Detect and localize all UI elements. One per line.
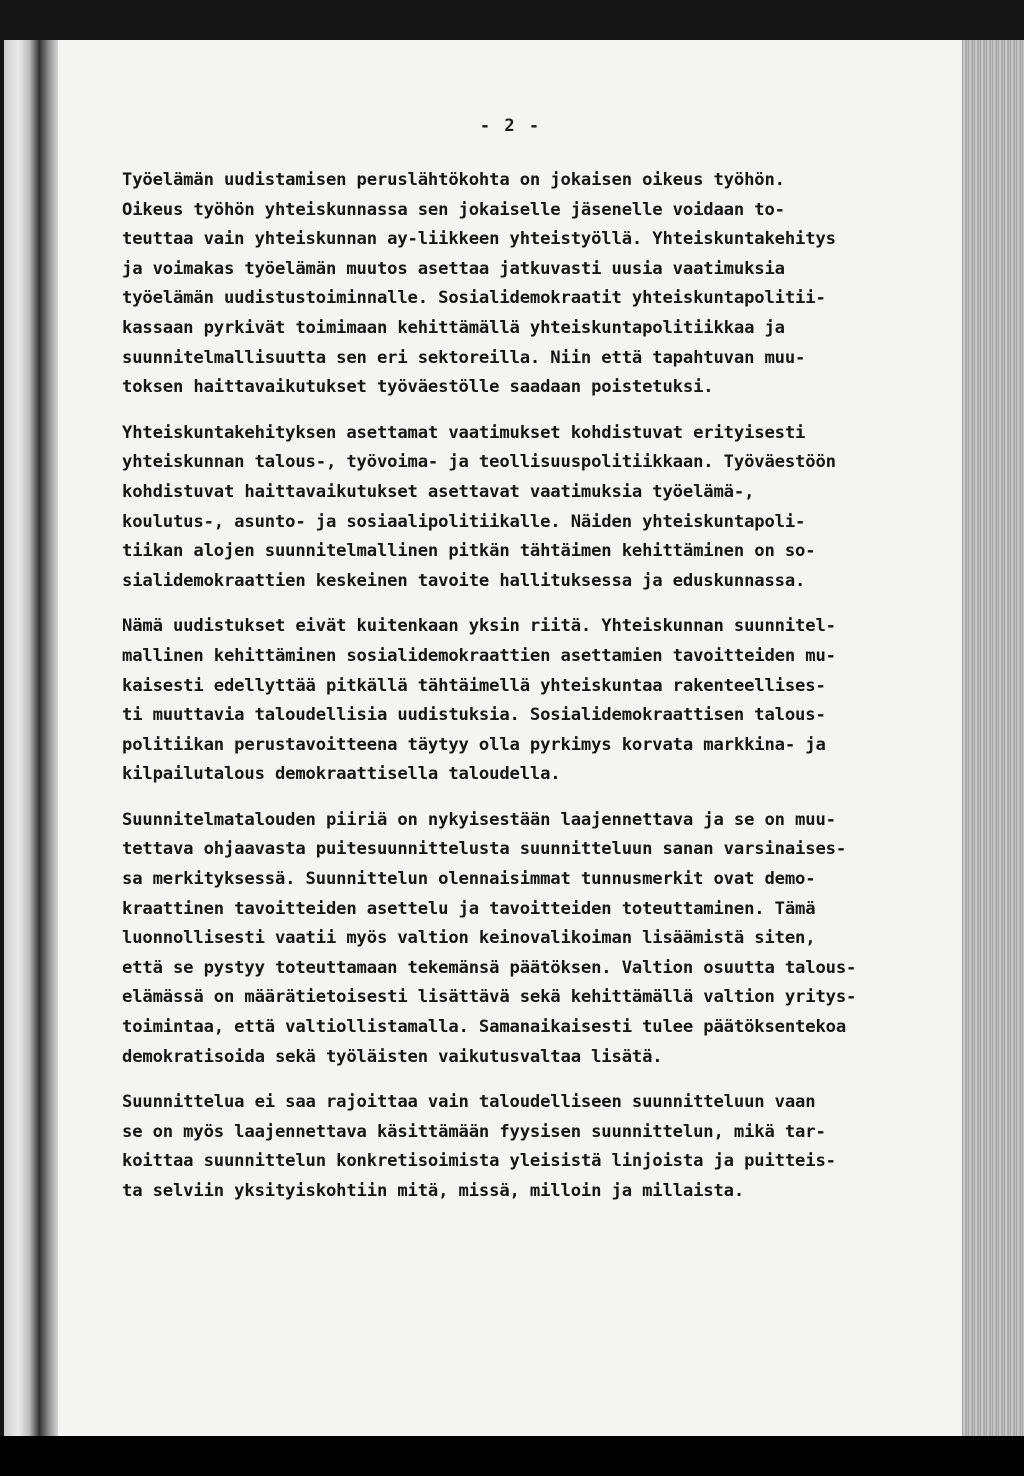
text-line: Oikeus työhön yhteiskunnassa sen jokaiselle jäsenelle voidaan to- bbox=[122, 199, 785, 220]
text-line: toksen haittavaikutukset työväestölle saadaan poistetuksi. bbox=[122, 377, 714, 398]
text-line: suunnitelmallisuutta sen eri sektoreilla. Niin että tapahtuvan muu- bbox=[122, 347, 806, 368]
text-line: työelämän uudistustoiminnalle. Sosialidemokraatit yhteiskuntapolitii- bbox=[122, 288, 826, 309]
text-line: tettava ohjaavasta puitesuunnittelusta suunnitteluun sanan varsinaises- bbox=[122, 839, 847, 860]
text-line: sa merkityksessä. Suunnittelun olennaisimmat tunnusmerkit ovat demo- bbox=[122, 869, 816, 890]
paragraph-4 bbox=[122, 806, 952, 1072]
text-line: luonnollisesti vaatii myös valtion keinovalikoiman lisäämistä siten, bbox=[122, 928, 816, 949]
text-line: kohdistuvat haittavaikutukset asettavat vaatimuksia työelämä-, bbox=[122, 481, 755, 502]
text-line: tiikan alojen suunnitelmallinen pitkän tähtäimen kehittäminen on so- bbox=[122, 541, 816, 562]
text-line: Suunnittelua ei saa rajoittaa vain taloudelliseen suunnitteluun vaan bbox=[122, 1092, 816, 1113]
text-line: koulutus-, asunto- ja sosiaalipolitiikalle. Näiden yhteiskuntapoli- bbox=[122, 511, 806, 532]
text-line: kilpailutalous demokraattisella taloudella. bbox=[122, 764, 561, 785]
document-page bbox=[58, 40, 963, 1436]
text-line: ta selviin yksityiskohtiin mitä, missä, milloin ja millaista. bbox=[122, 1181, 745, 1201]
page-left-edge bbox=[40, 40, 60, 1436]
paragraph-2 bbox=[122, 419, 952, 597]
paragraph-1 bbox=[122, 166, 952, 403]
text-line: ja voimakas työelämän muutos asettaa jatkuvasti uusia vaatimuksia bbox=[122, 258, 785, 279]
text-line: Työelämän uudistamisen peruslähtökohta on jokaisen oikeus työhön. bbox=[122, 170, 785, 190]
document-body bbox=[122, 166, 952, 1223]
text-line: mallinen kehittäminen sosialidemokraattien asettamien tavoitteiden mu- bbox=[122, 645, 836, 666]
text-line: kassaan pyrkivät toimimaan kehittämällä yhteiskuntapolitiikkaa ja bbox=[122, 317, 785, 338]
text-line: teuttaa vain yhteiskunnan ay-liikkeen yhteistyöllä. Yhteiskuntakehitys bbox=[122, 229, 836, 250]
text-line: kraattinen tavoitteiden asettelu ja tavoitteiden toteuttaminen. Tämä bbox=[122, 898, 816, 919]
page-number: - 2 - bbox=[479, 116, 542, 136]
text-line: ti muuttavia taloudellisia uudistuksia. Sosialidemokraattisen talous- bbox=[122, 705, 826, 726]
text-line: demokratisoida sekä työläisten vaikutusvaltaa lisätä. bbox=[122, 1046, 663, 1067]
text-line: että se pystyy toteuttamaan tekemänsä päätöksen. Valtion osuutta talous- bbox=[122, 957, 857, 978]
text-line: Yhteiskuntakehityksen asettamat vaatimukset kohdistuvat erityisesti bbox=[122, 422, 806, 443]
text-line: politiikan perustavoitteena täytyy olla pyrkimys korvata markkina- ja bbox=[122, 734, 826, 755]
text-line: toimintaa, että valtiollistamalla. Samanaikaisesti tulee päätöksentekoa bbox=[122, 1017, 847, 1038]
binding-left-strip bbox=[4, 40, 40, 1436]
text-line: se on myös laajennettava käsittämään fyysisen suunnittelun, mikä tar- bbox=[122, 1121, 826, 1142]
text-line: Nämä uudistukset eivät kuitenkaan yksin riitä. Yhteiskunnan suunnitel- bbox=[122, 616, 836, 637]
text-line: elämässä on määrätietoisesti lisättävä sekä kehittämällä valtion yritys- bbox=[122, 987, 857, 1008]
paragraph-5 bbox=[122, 1088, 952, 1206]
page-stack-right-edge bbox=[962, 40, 1024, 1436]
text-line: sialidemokraattien keskeinen tavoite hallituksessa ja eduskunnassa. bbox=[122, 570, 806, 591]
text-line: Suunnitelmatalouden piiriä on nykyisestään laajennettava ja se on muu- bbox=[122, 809, 836, 830]
text-line: yhteiskunnan talous-, työvoima- ja teollisuuspolitiikkaan. Työväestöön bbox=[122, 452, 836, 473]
text-line: kaisesti edellyttää pitkällä tähtäimellä yhteiskuntaa rakenteellises- bbox=[122, 675, 826, 696]
paragraph-3 bbox=[122, 612, 952, 790]
text-line: koittaa suunnittelun konkretisoimista yleisistä linjoista ja puitteis- bbox=[122, 1151, 836, 1172]
